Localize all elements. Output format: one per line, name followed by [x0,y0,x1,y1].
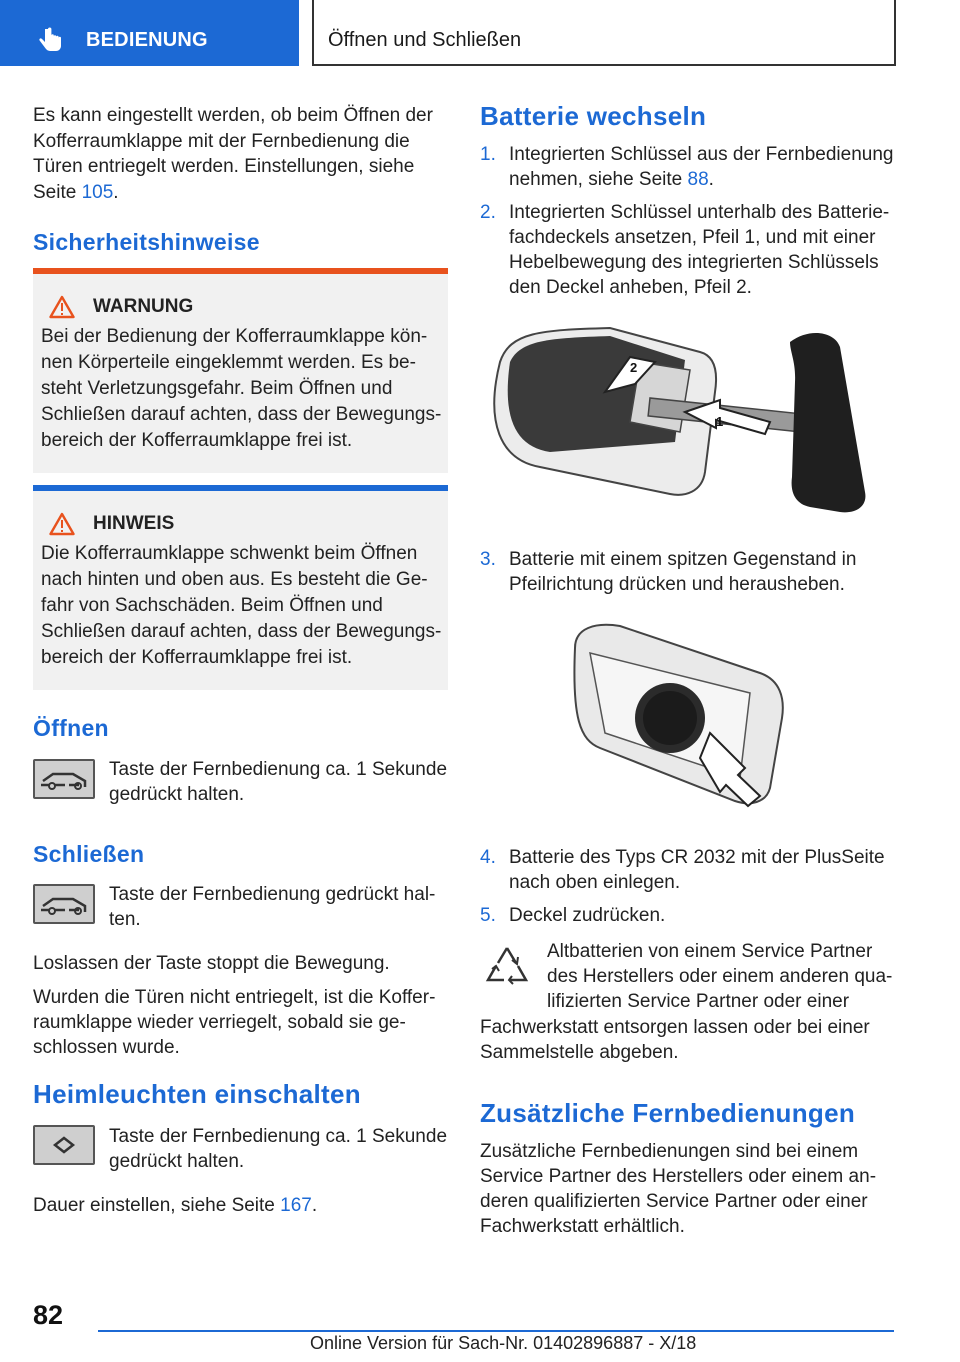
notice-box [33,485,448,690]
car-tailgate-icon [35,761,93,797]
step-number: 1. [480,144,496,165]
extra-remotes-text: Zusätzliche Fernbedienungen sind bei einem Service Partner des Herstellers oder einem anderen qualifizierten Service Partner oder einer Fachwerkstatt erhältlich. [480,1141,877,1237]
step-number: 5. [480,905,496,926]
tailgate-key-icon [33,759,95,799]
diamond-light-icon [35,1127,93,1163]
warning-bar [33,268,448,274]
hand-pointer-icon [36,26,66,56]
warning-label: WARNUNG [93,296,194,317]
close-paragraph-2: Wurden die Türen nicht entriegelt, ist die Kofferraumklappe wieder verriegelt, sobald sie geschlossen wurde. [33,987,436,1058]
online-version-text: Online Version für Sach-Nr. 01402896887 - X/18 [310,1333,697,1353]
page-link-105[interactable]: 105 [81,181,114,203]
extra-remotes-heading: Zusätzliche Fernbedienungen [480,1098,856,1128]
light-heading: Heimleuchten einschalten [33,1079,361,1109]
recycle-text-cont: Fachwerkstatt entsorgen lassen oder bei einer Sammelstelle abgeben. [480,1017,870,1063]
step-text: Integrierten Schlüssel unterhalb des Batteriefachdeckels ansetzen, Pfeil 1, und mit einer Hebelbewegung des integrierten Schlüssels den Deckel anheben, Pfeil 2. [509,202,890,298]
notice-label: HINWEIS [93,513,175,534]
close-text: Taste der Fernbedienung gedrückt halten. [109,884,436,930]
light-key-icon [33,1125,95,1165]
arrow-2-label: 2 [630,360,638,375]
open-text: Taste der Fernbedienung ca. 1 Sekunde gedrückt halten. [109,759,448,805]
step-text: Batterie des Typs CR 2032 mit der PlusSeite nach oben einlegen. [509,847,885,893]
step-number: 2. [480,202,496,223]
light-text: Taste der Fernbedienung ca. 1 Sekunde gedrückt halten. [109,1126,448,1172]
warning-box [33,268,448,473]
car-tailgate-icon [35,886,93,922]
section-title: Öffnen und Schließen [328,29,522,51]
section-header [312,0,896,66]
recycle-text: Altbatterien von einem Service Partner des Herstellers oder einem anderen qualifizierten Service Partner oder einer [547,941,893,1012]
tailgate-key-icon-2 [33,884,95,924]
warning-triangle-icon [49,295,75,319]
footer-divider [98,1330,894,1332]
step-text: Batterie mit einem spitzen Gegenstand in Pfeilrichtung drücken und herausheben. [509,549,857,595]
safety-heading: Sicherheitshinweise [33,229,260,255]
recycle-icon [482,942,532,992]
step-text: Integrierten Schlüssel aus der Fernbedienung nehmen, siehe Seite 88. [509,144,894,190]
arrow-1-label: 1 [716,414,724,429]
warning-header [49,294,193,319]
battery-removal-figure [560,618,860,808]
step-number: 4. [480,847,496,868]
notice-text: Die Kofferraumklappe schwenkt beim Öffnen nach hinten und oben aus. Es besteht die Gefahr von Sachschäden. Beim Öffnen und Schließen darauf achten, dass der Bewegungsbereich der Kofferraumklappe frei ist. [41,543,442,668]
warning-text: Bei der Bedienung der Kofferraumklappe können Körperteile eingeklemmt werden. Es besteht Verletzungsgefahr. Beim Öffnen und Schließen darauf achten, dass der Bewegungsbereich der Kofferraumklappe frei ist. [41,326,442,451]
notice-bar [33,485,448,491]
key-removal-figure [480,322,880,522]
close-heading: Schließen [33,841,145,867]
chapter-tab[interactable] [0,0,299,66]
page-link-167[interactable]: 167 [280,1195,312,1216]
open-heading: Öffnen [33,715,109,741]
close-paragraph-1: Loslassen der Taste stoppt die Bewegung. [33,953,390,974]
step-text: Deckel zudrücken. [509,905,666,926]
page-link-88[interactable]: 88 [687,169,709,190]
notice-triangle-icon [49,512,75,536]
intro-paragraph: Es kann eingestellt werden, ob beim Öffnen der Kofferraumklappe mit der Fernbedienung die Türen entriegelt werden. Einstellungen, siehe Seite 105. [33,105,433,203]
step-number: 3. [480,549,496,570]
chapter-tab-label: BEDIENUNG [86,29,208,51]
notice-header [49,511,174,536]
duration-paragraph: Dauer einstellen, siehe Seite 167. [33,1195,318,1216]
battery-heading: Batterie wechseln [480,101,707,131]
page-number: 82 [33,1300,64,1330]
